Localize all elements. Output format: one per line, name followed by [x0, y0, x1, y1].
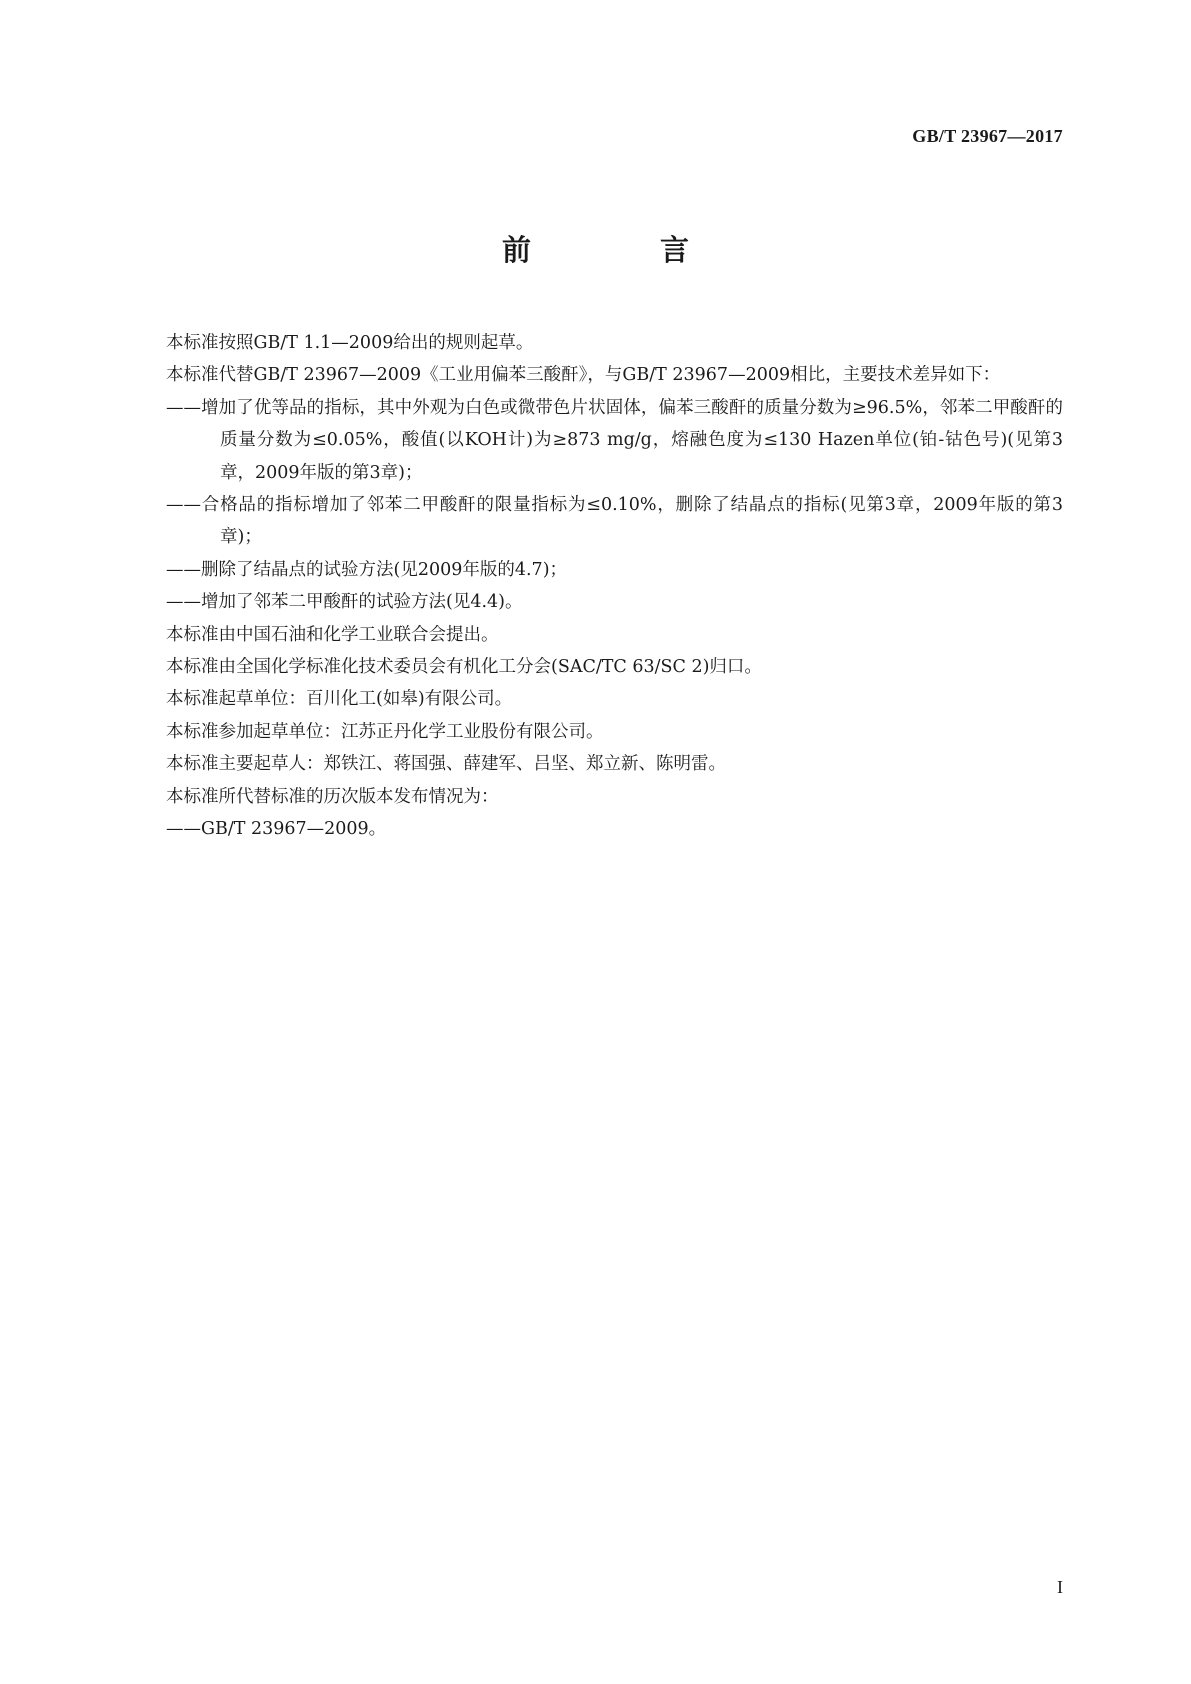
- paragraph-history: 本标准所代替标准的历次版本发布情况为：: [166, 786, 499, 807]
- list-item: ——GB/T 23967—2009。: [166, 819, 387, 840]
- paragraph-drafters: 本标准主要起草人：郑铁江、蒋国强、薛建军、吕坚、郑立新、陈明雷。: [166, 754, 726, 775]
- list-item: ——增加了邻苯二甲酸酐的试验方法(见4.4)。: [166, 592, 523, 613]
- paragraph-drafting-rules: 本标准按照GB/T 1.1—2009给出的规则起草。: [166, 333, 534, 353]
- list-item: ——合格品的指标增加了邻苯二甲酸酐的限量指标为≤0.10%，删除了结晶点的指标(见第3章，2009年版的第3章)；: [166, 495, 1063, 548]
- standard-code: GB/T 23967—2017: [912, 126, 1063, 146]
- foreword-body: [128, 327, 1063, 846]
- list-item: ——增加了优等品的指标，其中外观为白色或微带色片状固体，偏苯三酸酐的质量分数为≥96.5%，邻苯二甲酸酐的质量分数为≤0.05%，酸值(以KOH计)为≥873 mg/g，熔融色度为≤130 Hazen单位(铂-钴色号)(见第3章，2009年版的第3章)；: [166, 397, 1063, 483]
- paragraph-participating-unit: 本标准参加起草单位：江苏正丹化学工业股份有限公司。: [166, 721, 604, 742]
- paragraph-committee: 本标准由全国化学标准化技术委员会有机化工分会(SAC/TC 63/SC 2)归口。: [166, 657, 762, 678]
- list-item: ——删除了结晶点的试验方法(见2009年版的4.7)；: [166, 559, 568, 580]
- paragraph-proposer: 本标准由中国石油和化学工业联合会提出。: [166, 624, 499, 645]
- page-number: I: [1057, 1577, 1063, 1597]
- page-title: 前 言: [501, 233, 739, 267]
- paragraph-replacement: 本标准代替GB/T 23967—2009《工业用偏苯三酸酐》，与GB/T 23967—2009相比，主要技术差异如下：: [166, 365, 1001, 386]
- paragraph-drafting-unit: 本标准起草单位：百川化工(如皋)有限公司。: [166, 689, 513, 710]
